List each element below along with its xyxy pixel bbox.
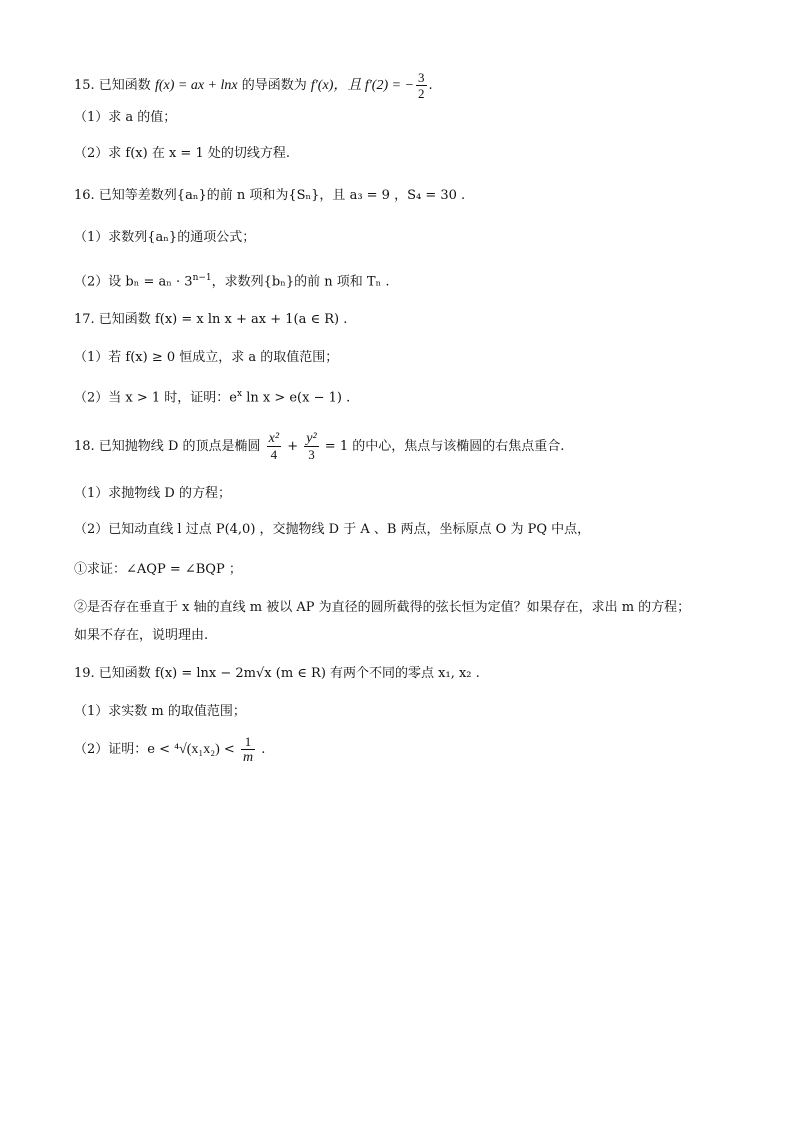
p15-condition: ，且 f′(2) = − — [333, 78, 415, 93]
p16-q2-suffix: ，求数列{bₙ}的前 n 项和 Tₙ . — [211, 274, 390, 290]
p18-question-2: （2）已知动直线 l 过点 P(4,0) ，交抛物线 D 于 A 、B 两点，坐标原点 O 为 PQ 中点， — [74, 522, 591, 537]
p18-question-1: （1）求抛物线 D 的方程； — [74, 486, 231, 501]
p19-question-1: （1）求实数 m 的取值范围； — [74, 704, 246, 719]
p18-frac-x-num: x² — [268, 431, 280, 446]
p15-question-2: （2）求 f(x) 在 x = 1 处的切线方程. — [74, 146, 290, 161]
p15-frac-num: 3 — [418, 70, 425, 85]
p17-q2-exponent: x — [237, 389, 243, 399]
p16-question-2 — [74, 268, 754, 292]
p17-question-2 — [74, 384, 754, 408]
problem-16-stem: 16. 已知等差数列{aₙ}的前 n 项和为{Sₙ}，且 a₃ = 9 ，S₄ = 30 . — [74, 188, 466, 203]
p16-q2-prefix: （2）设 bₙ = aₙ · 3 — [74, 274, 193, 290]
p18-frac-x-den: 4 — [270, 447, 278, 462]
p18-plus: + — [283, 439, 303, 454]
p17-q2-suffix: ln x > e(x − 1) . — [242, 390, 351, 406]
p19-q2-end: . — [257, 742, 266, 757]
p18-question-2a: ①求证：∠AQP = ∠BQP ； — [74, 562, 242, 577]
p19-question-2 — [74, 732, 754, 768]
p19-q2-middle: < — [219, 742, 239, 757]
p19-fraction — [241, 734, 255, 765]
p15-stem-prefix: 15. 已知函数 — [74, 78, 155, 93]
p19-q2-prefix: （2）证明：e < — [74, 742, 175, 757]
p15-derivative: f′(x) — [310, 78, 334, 93]
p15-frac-den: 2 — [418, 86, 425, 101]
p18-question-2b: ②是否存在垂直于 x 轴的直线 m 被以 AP 为直径的圆所截得的弦长恒为定值？如果存在，求出 m 的方程； — [74, 600, 691, 615]
p18-stem-prefix: 18. 已知抛物线 D 的顶点是椭圆 — [74, 439, 265, 454]
p16-question-1: （1）求数列{aₙ}的通项公式； — [74, 230, 256, 245]
problem-15-stem — [74, 70, 754, 101]
problem-18-stem — [74, 430, 754, 464]
p18-stem-suffix: = 1 的中心，焦点与该椭圆的右焦点重合. — [320, 439, 565, 454]
p18-frac-y-den: 3 — [308, 447, 315, 462]
problem-19-stem: 19. 已知函数 f(x) = lnx − 2m√x (m ∈ R) 有两个不同的零点 x₁, x₂ . — [74, 666, 480, 681]
p17-q2-prefix: （2）当 x > 1 时，证明：e — [74, 390, 237, 406]
p19-frac-den: m — [242, 750, 254, 765]
p15-function: f(x) = ax + lnx — [154, 78, 238, 93]
p15-question-1: （1）求 a 的值； — [74, 110, 177, 125]
p16-q2-exponent: n−1 — [192, 273, 212, 283]
p17-question-1: （1）若 f(x) ≥ 0 恒成立，求 a 的取值范围； — [74, 350, 339, 365]
p15-stem-middle: 的导函数为 — [237, 78, 311, 93]
p18-fraction-y — [304, 431, 318, 462]
p18-fraction-x — [267, 431, 281, 462]
p15-stem-end: . — [428, 78, 433, 93]
p19-frac-num: 1 — [241, 734, 255, 750]
p18-question-2b-continued: 如果不存在，说明理由. — [74, 628, 209, 643]
p19-root-expression: ⁴√(x₁x₂) — [174, 742, 220, 757]
p15-fraction — [416, 70, 427, 101]
p18-frac-y-num: y² — [306, 431, 317, 446]
problem-17-stem: 17. 已知函数 f(x) = x ln x + ax + 1(a ∈ R) . — [74, 312, 348, 327]
